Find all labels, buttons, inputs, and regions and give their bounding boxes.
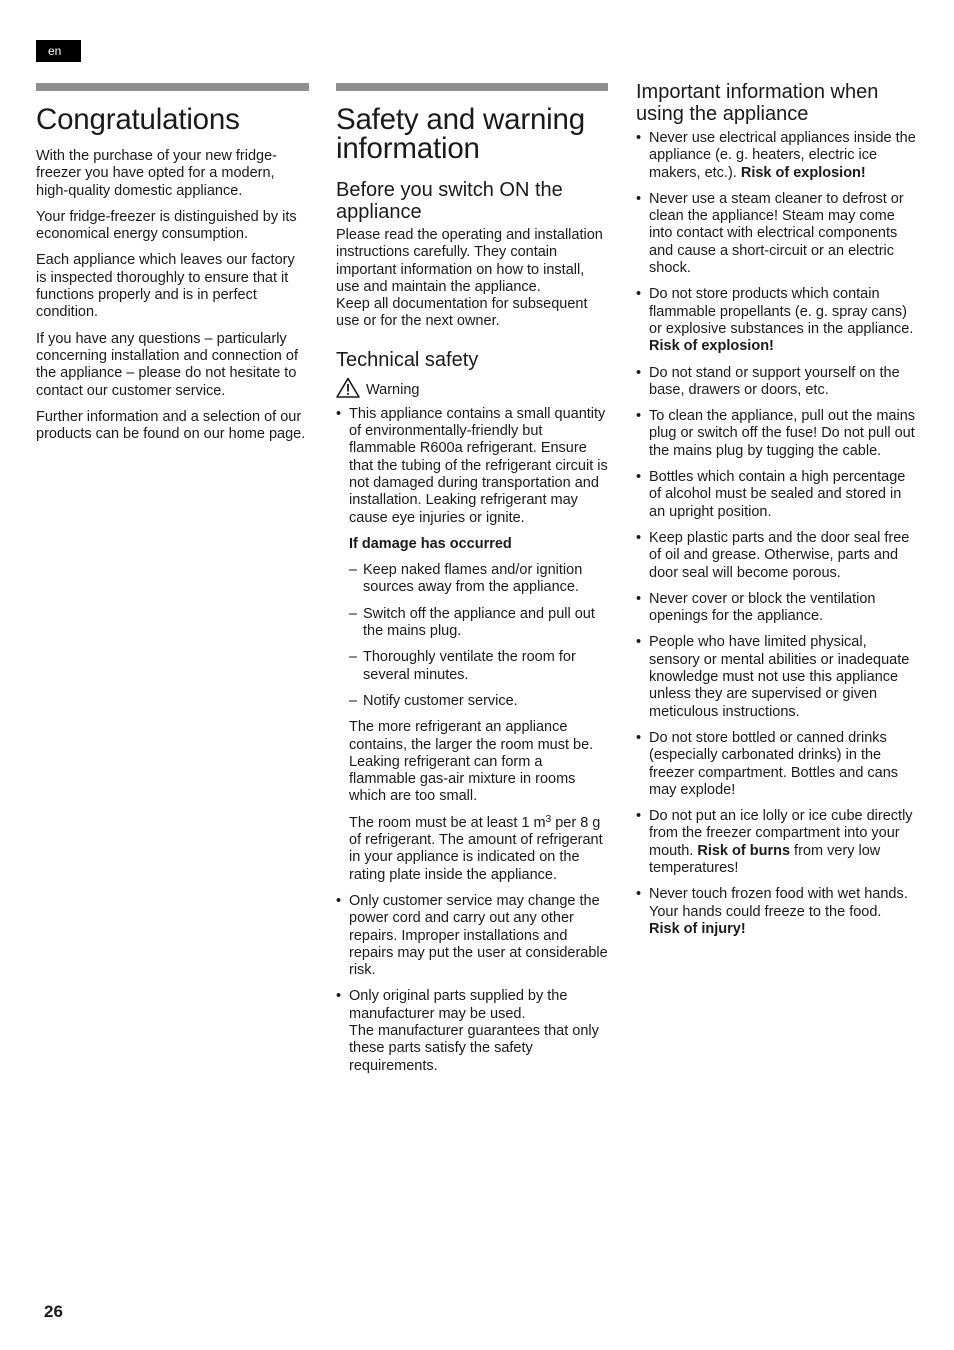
list-item: • Bottles which contain a high percentage of alcohol must be sealed and stored in an upright position. [636, 469, 916, 521]
dash-item: – Switch off the appliance and pull out the mains plug. [349, 606, 608, 641]
list-item: • Never use electrical appliances inside the appliance (e. g. heaters, electric ice makers, etc.). Risk of explosion! [636, 130, 916, 182]
dash-item: – Keep naked flames and/or ignition sources away from the appliance. [349, 562, 608, 597]
paragraph: Your fridge-freezer is distinguished by its economical energy consumption. [36, 208, 297, 243]
list-item: • Do not store products which contain flammable propellants (e. g. spray cans) or explosive substances in the appliance. Risk of explosion! [636, 286, 916, 355]
warning-row [336, 377, 608, 398]
before-switch-on-heading: Before you switch ON the appliance [336, 179, 563, 223]
list-item: • Do not put an ice lolly or ice cube directly from the freezer compartment into your mouth. Risk of burns from very low temperatures! [636, 808, 916, 877]
safety-title: Safety and warning information [336, 103, 585, 165]
important-info-list [636, 130, 916, 938]
damage-heading: If damage has occurred [349, 535, 512, 552]
safety-section [336, 83, 608, 1084]
paragraph: With the purchase of your new fridge-freezer you have opted for a modern, high-quality domestic appliance. [36, 148, 277, 199]
section-rule [336, 83, 608, 91]
section-rule [36, 83, 309, 91]
paragraph: If you have any questions – particularly concerning installation and connection of the appliance – please do not hesitate to contact our customer service. [36, 330, 298, 399]
dash-item: – Notify customer service. [349, 693, 608, 710]
page-number: 26 [44, 1302, 63, 1321]
congratulations-title: Congratulations [36, 103, 240, 136]
damage-steps [349, 562, 608, 710]
congratulations-section [36, 83, 309, 452]
list-item: • Never cover or block the ventilation openings for the appliance. [636, 591, 916, 626]
list-item: • Never touch frozen food with wet hands. Your hands could freeze to the food. Risk of injury! [636, 886, 916, 938]
important-info-heading: Important information when using the appliance [636, 81, 879, 125]
paragraph: Further information and a selection of our products can be found on our home page. [36, 408, 306, 443]
room-size-text: The room must be at least 1 $m^3$ per 8 g of refrigerant. The amount of refrigerant in your appliance is indicated on the rating plate inside the appliance. [349, 813, 603, 883]
refrigerant-warning-text: • This appliance contains a small quantity of environmentally-friendly but flammable R600a refrigerant. Ensure that the tubing of the refrigerant circuit is not damaged during transportation and installation. Leaking refrigerant may cause eye injuries or ignite. [349, 405, 608, 526]
list-item: • Only original parts supplied by the manufacturer may be used. The manufacturer guarantees that only these parts satisfy the safety requirements. [336, 988, 608, 1074]
language-tag: en [36, 40, 81, 62]
list-item: • To clean the appliance, pull out the mains plug or switch off the fuse! Do not pull out the mains plug by tugging the cable. [636, 408, 916, 460]
list-item: • Never use a steam cleaner to defrost or clean the appliance! Steam may come into contact with electrical components and cause a short-circuit or an electric shock. [636, 191, 916, 277]
warning-icon [336, 377, 360, 398]
list-item: • People who have limited physical, sensory or mental abilities or inadequate knowledge must not use this appliance unless they are supervised or given meticulous instructions. [636, 634, 916, 720]
warning-label: Warning [366, 381, 420, 398]
before-text: Please read the operating and installation instructions carefully. They contain important information on how to install, use and maintain the appliance. [336, 227, 603, 295]
paragraph: Each appliance which leaves our factory is inspected thoroughly to ensure that it functions properly and is in perfect condition. [36, 252, 295, 321]
dash-item: – Thoroughly ventilate the room for several minutes. [349, 649, 608, 684]
important-information-section [636, 83, 916, 947]
list-item: • Keep plastic parts and the door seal free of oil and grease. Otherwise, parts and door seal will become porous. [636, 530, 916, 582]
refrigerant-amount-text: The more refrigerant an appliance contains, the larger the room must be. Leaking refrigerant can form a flammable gas-air mixture in rooms which are too small. [349, 719, 594, 805]
list-item: • Only customer service may change the power cord and carry out any other repairs. Improper installations and repairs may put the user at considerable risk. [336, 893, 608, 979]
before-text-2: Keep all documentation for subsequent use or for the next owner. [336, 296, 588, 330]
list-item: • Do not stand or support yourself on the base, drawers or doors, etc. [636, 365, 916, 400]
list-item [336, 406, 608, 884]
technical-safety-heading: Technical safety [336, 348, 479, 371]
list-item: • Do not store bottled or canned drinks (especially carbonated drinks) in the freezer compartment. Bottles and cans may explode! [636, 730, 916, 799]
technical-safety-list [336, 406, 608, 1075]
